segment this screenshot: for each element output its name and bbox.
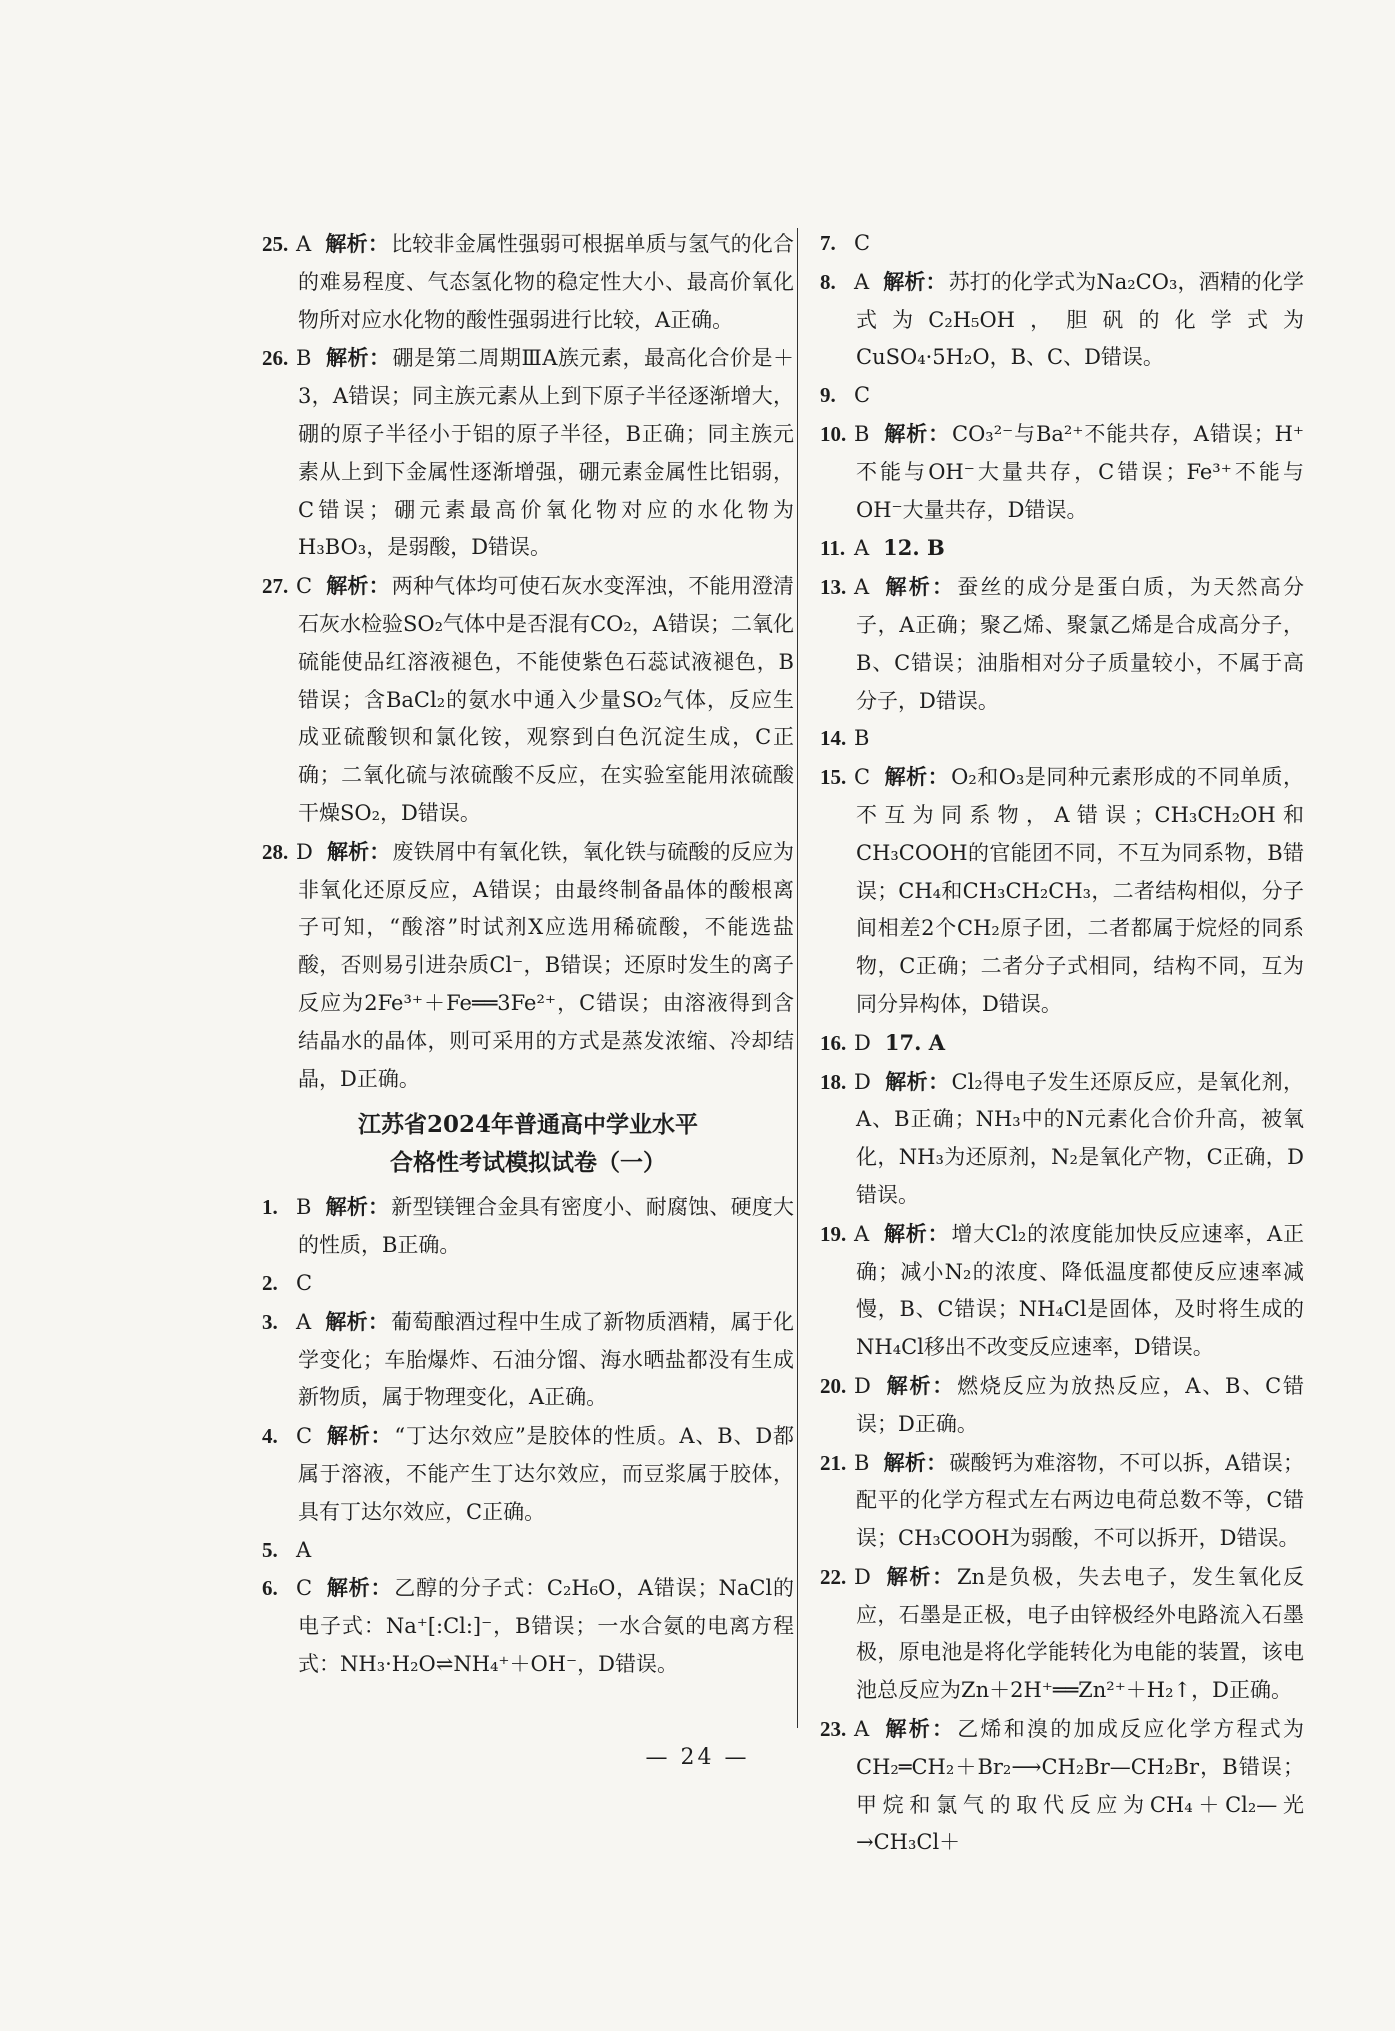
analysis-label: 解析： (883, 1716, 956, 1742)
answer-letter: C (854, 765, 871, 790)
question-number: 3. (262, 1309, 278, 1334)
answer-entry (820, 1444, 1304, 1558)
question-number: 7. (820, 231, 836, 255)
left-column (262, 225, 794, 1684)
answer-entry (820, 1024, 1304, 1063)
question-number: 8. (820, 269, 836, 294)
answer-letter: D (854, 1564, 871, 1589)
analysis-label: 解析： (884, 764, 950, 790)
analysis-text: 增大Cl₂的浓度能加快反应速率，A正确；减小N₂的浓度、降低温度都使反应速率减慢，B、C错误；NH₄Cl是固体，及时将生成的NH₄Cl移出不改变反应速率，D错误。 (856, 1221, 1305, 1360)
analysis-text: 蚕丝的成分是蛋白质，为天然高分子，A正确；聚乙烯、聚氯乙烯是合成高分子，B、C错误；油脂相对分子质量较小，不属于高分子，D错误。 (856, 575, 1305, 713)
answer-entry (820, 377, 1304, 415)
analysis-label: 解析： (326, 1423, 393, 1449)
answer-entry (820, 415, 1304, 529)
analysis-label: 解析： (883, 420, 950, 446)
answer-letter: C (296, 1270, 313, 1295)
right-column (820, 225, 1304, 1862)
answer-letter: A (296, 1537, 312, 1562)
page-number: — 24 — (645, 1745, 750, 1770)
question-number: 15. (820, 765, 847, 790)
answer-entry (820, 758, 1304, 1024)
question-number: 16. (820, 1030, 847, 1055)
analysis-label: 解析： (325, 1308, 390, 1334)
answer-entry (820, 720, 1304, 758)
question-number: 27. (262, 574, 289, 599)
answer-entry (820, 225, 1304, 263)
question-number: 26. (262, 346, 289, 371)
section-title-line2: 合格性考试模拟试卷（一） (390, 1149, 666, 1177)
analysis-text: 燃烧反应为放热反应，A、B、C错误；D正确。 (856, 1373, 1304, 1436)
analysis-text: 苏打的化学式为Na₂CO₃，酒精的化学式为C₂H₅OH，胆矾的化学式为CuSO₄·5H₂O，B、C、D错误。 (856, 269, 1305, 370)
analysis-label: 解析： (883, 268, 947, 294)
analysis-text: 硼是第二周期ⅢA族元素，最高化合价是＋3，A错误；同主族元素从上到下原子半径逐渐增大，硼的原子半径小于铝的原子半径，B正确；同主族元素从上到下金属性逐渐增强，硼元素金属性比铝弱，C错误；硼元素最高价氧化物对应的水化物为H₃BO₃，是弱酸，D错误。 (298, 346, 794, 560)
analysis-text: CO₃²⁻与Ba²⁺不能共存，A错误；H⁺不能与OH⁻大量共存，C错误；Fe³⁺不能与OH⁻大量共存，D错误。 (856, 421, 1304, 522)
analysis-text: Zn是负极，失去电子，发生氧化反应，石墨是正极，电子由锌极经外电路流入石墨极，原电池是将化学能转化为电能的装置，该电池总反应为Zn＋2H⁺══Zn²⁺＋H₂↑，D正确。 (856, 1564, 1304, 1703)
analysis-text: 乙烯和溴的加成反应化学方程式为CH₂═CH₂＋Br₂⟶CH₂Br—CH₂Br，B错误；甲烷和氯气的取代反应为CH₄＋Cl₂—光→CH₃Cl＋ (856, 1717, 1305, 1855)
question-number: 2. (262, 1270, 278, 1295)
question-number: 11. (820, 536, 846, 561)
answer-letter: A (854, 269, 870, 294)
answer-letter: C (296, 1576, 313, 1601)
question-number: 25. (262, 232, 289, 256)
analysis-text: 两种气体均可使石灰水变浑浊，不能用澄清石灰水检验SO₂气体中是否混有CO₂，A错误；二氧化硫能使品红溶液褪色，不能使紫色石蕊试液褪色，B错误；含BaCl₂的氨水中通入少量SO₂气体，反应生成亚硫酸钡和氯化铵，观察到白色沉淀生成，C正确；二氧化硫与浓硫酸不反应，在实验室能用浓硫酸干燥SO₂，D错误。 (298, 574, 795, 825)
answer-letter: A (854, 1221, 870, 1246)
answer-letter: A (854, 536, 870, 561)
answer-letter: C (854, 231, 871, 255)
question-number: 28. (262, 839, 289, 864)
question-number: 22. (820, 1564, 847, 1589)
analysis-text: 碳酸钙为难溶物，不可以拆，A错误；配平的化学方程式左右两边电荷总数不等，C错误；CH₃COOH为弱酸，不可以拆开，D错误。 (856, 1450, 1305, 1551)
answer-entry (820, 1367, 1304, 1444)
answer-entry (262, 1188, 794, 1265)
analysis-label: 解析： (883, 1220, 950, 1246)
column-divider (797, 228, 798, 1728)
answer-letter: B (854, 726, 870, 751)
answer-letter: B (296, 1195, 312, 1220)
answer-entry (262, 833, 794, 1099)
answer-entry (820, 263, 1304, 377)
answer-letter: A (854, 575, 870, 600)
question-number: 4. (262, 1424, 278, 1449)
question-number: 9. (820, 383, 836, 408)
analysis-text: 新型镁锂合金具有密度小、耐腐蚀、硬度大的性质，B正确。 (298, 1195, 795, 1258)
answer-entry (262, 339, 794, 567)
question-number: 6. (262, 1576, 278, 1601)
analysis-text: 废铁屑中有氧化铁，氧化铁与硫酸的反应为非氧化还原反应，A错误；由最终制备晶体的酸根离子可知，“酸溶”时试剂X应选用稀硫酸，不能选盐酸，否则易引进杂质Cl⁻，B错误；还原时发生的离子反应为2Fe³⁺＋Fe══3Fe²⁺，C错误；由溶液得到含结晶水的晶体，则可采用的方式是蒸发浓缩、冷却结晶，D正确。 (298, 839, 795, 1091)
analysis-text: 乙醇的分子式：C₂H₆O，A错误；NaCl的电子式：Na⁺[:Cl:]⁻，B错误；一水合氨的电离方程式：NH₃·H₂O⇌NH₄⁺＋OH⁻，D错误。 (298, 1576, 795, 1676)
question-number: 13. (820, 575, 847, 600)
question-number: 10. (820, 421, 847, 446)
question-number: 18. (820, 1069, 847, 1094)
answer-letter: A (296, 1309, 312, 1334)
answer-entry (262, 1303, 794, 1417)
analysis-label: 解析： (884, 1372, 956, 1398)
answer-letter: D (296, 839, 313, 864)
analysis-label: 解析： (884, 1563, 955, 1589)
answer-letter: D (854, 1069, 871, 1094)
answer-entry (820, 568, 1304, 720)
analysis-label: 解析： (326, 573, 390, 599)
answer-letter: A (854, 1717, 870, 1742)
analysis-text: 比较非金属性强弱可根据单质与氢气的化合的难易程度、气态氢化物的稳定性大小、最高价氧化物所对应水化物的酸性强弱进行比较，A正确。 (298, 232, 795, 332)
answer-entry (262, 1265, 794, 1303)
answer-entry (820, 1063, 1304, 1215)
answer-letter: C (296, 1424, 313, 1449)
answer-letter: D (854, 1030, 871, 1055)
answer-letter: D (854, 1373, 871, 1398)
section-title (262, 1106, 794, 1182)
answer-entry (262, 225, 794, 339)
analysis-label: 解析： (326, 838, 391, 864)
answer-entry (820, 1558, 1304, 1710)
answer-entry (262, 1417, 794, 1531)
analysis-label: 解析： (883, 574, 956, 600)
question-number: 23. (820, 1717, 847, 1742)
analysis-label: 解析： (325, 345, 391, 371)
analysis-text: “丁达尔效应”是胶体的性质。A、B、D都属于溶液，不能产生丁达尔效应，而豆浆属于胶体，具有丁达尔效应，C正确。 (298, 1424, 795, 1524)
answer-entry (820, 1215, 1304, 1367)
answer-letter: A (296, 232, 312, 256)
analysis-text: O₂和O₃是同种元素形成的不同单质，不互为同系物，A错误；CH₃CH₂OH和CH₃COOH的官能团不同，不互为同系物，B错误；CH₄和CH₃CH₂CH₃，二者结构相似，分子间相差2个CH₂原子团，二者都属于烷烃的同系物，C正确；二者分子式相同，结构不同，互为同分异构体，D错误。 (856, 765, 1304, 1016)
answer-entry (820, 529, 1304, 568)
answer-letter: B (854, 421, 870, 446)
answer-letter: B (296, 346, 312, 371)
analysis-label: 解析： (326, 1575, 393, 1601)
extra-answer: 17. A (884, 1029, 945, 1055)
extra-answer: 12. B (883, 535, 945, 561)
answer-entry (820, 1710, 1304, 1862)
analysis-label: 解析： (884, 1068, 950, 1094)
question-number: 14. (820, 726, 847, 751)
answer-letter: B (854, 1450, 870, 1475)
analysis-label: 解析： (325, 1194, 390, 1220)
answer-entry (262, 567, 794, 833)
analysis-text: 葡萄酿酒过程中生成了新物质酒精，属于化学变化；车胎爆炸、石油分馏、海水晒盐都没有生成新物质，属于物理变化，A正确。 (298, 1309, 795, 1410)
analysis-label: 解析： (325, 231, 390, 256)
question-number: 5. (262, 1537, 278, 1562)
answer-entry (262, 1532, 794, 1570)
analysis-label: 解析： (883, 1449, 948, 1475)
section-title-line1: 江苏省2024年普通高中学业水平 (357, 1111, 698, 1139)
analysis-text: Cl₂得电子发生还原反应，是氧化剂，A、B正确；NH₃中的N元素化合价升高，被氧化，NH₃为还原剂，N₂是氧化产物，C正确，D错误。 (856, 1069, 1305, 1207)
question-number: 21. (820, 1450, 847, 1475)
answer-entry (262, 1569, 794, 1683)
question-number: 20. (820, 1373, 847, 1398)
question-number: 19. (820, 1221, 847, 1246)
question-number: 1. (262, 1195, 278, 1220)
answer-letter: C (296, 574, 313, 599)
answer-letter: C (854, 383, 871, 408)
